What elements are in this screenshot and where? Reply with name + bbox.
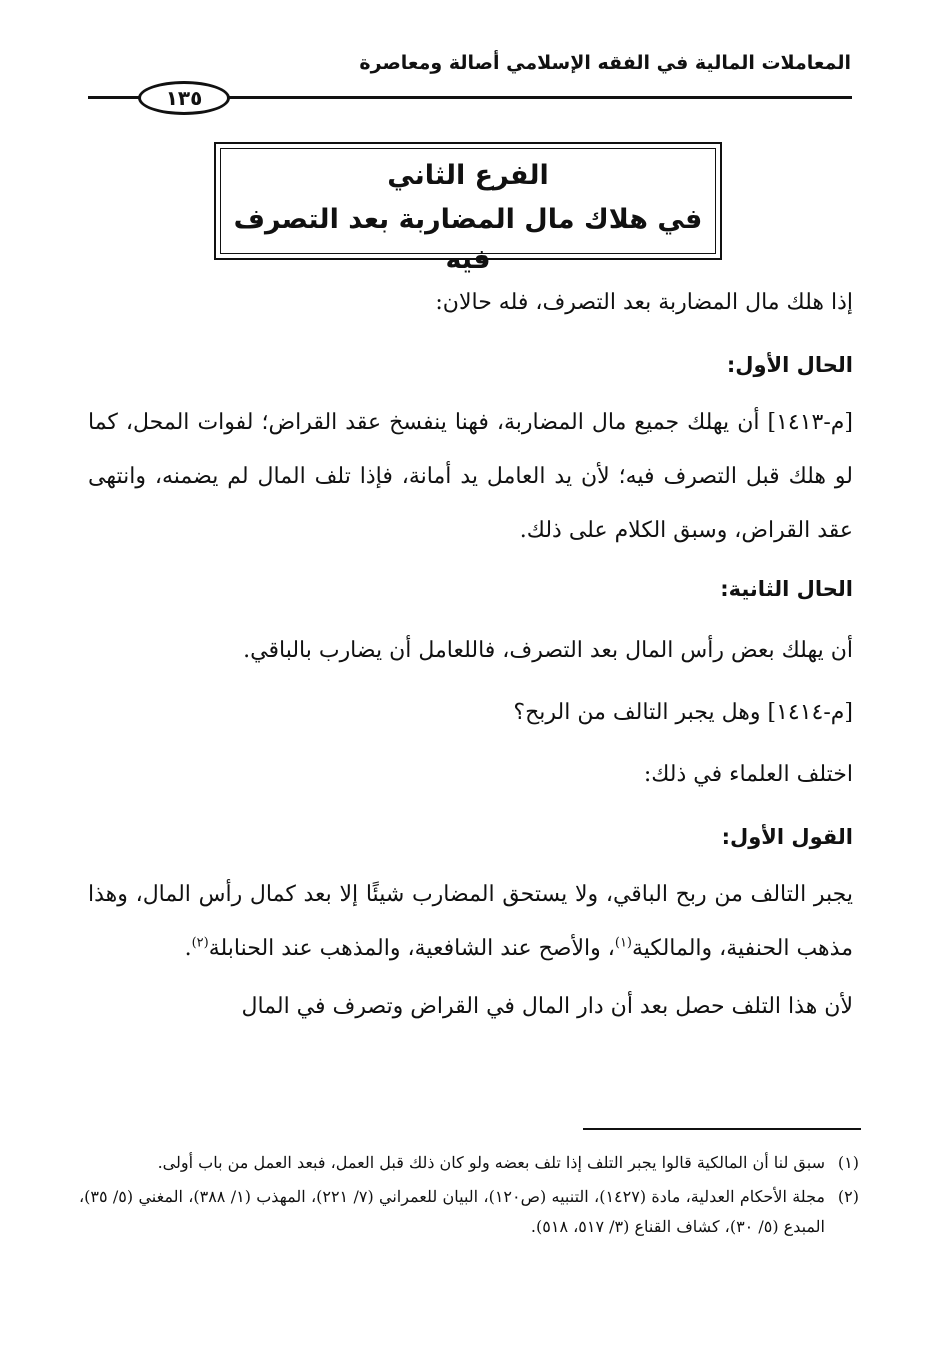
- footnote-2: [79, 1182, 859, 1242]
- section-title-line1: الفرع الثاني: [387, 160, 549, 191]
- section-title-box: [214, 142, 722, 275]
- footnote-number: (٢): [837, 1187, 859, 1206]
- case2-heading: الحال الثانية:: [720, 577, 853, 601]
- case1-paragraph: [م-١٤١٣] أن يهلك جميع مال المضاربة، فهنا ينفسخ عقد القراض؛ لفوات المحل، كما لو هلك قبل التصرف فيه؛ لأن يد العامل يد أمانة، فإذا تلف المال لم يضمنه، وانتهى عقد القراض، وسبق الكلام على ذلك.: [88, 410, 853, 543]
- opinion1-text-c: .: [184, 936, 192, 961]
- running-header: المعاملات المالية في الفقه الإسلامي أصالة ومعاصرة: [359, 52, 851, 74]
- body-text: [88, 272, 853, 1038]
- page-number: ١٣٥: [138, 81, 230, 115]
- footnotes: [79, 1148, 859, 1246]
- footnote-rule: [583, 1128, 861, 1130]
- footnote-text: مجلة الأحكام العدلية، مادة (١٤٢٧)، التنبيه (ص١٢٠)، البيان للعمراني (٧/ ٢٢١)، المهذب (١/ ٣٨٨)، المغني (٥/ ٣٥)، المبدع (٥/ ٣٠)، كشاف القناع (٣/ ٥١٧، ٥١٨).: [79, 1187, 825, 1236]
- opinion1-paragraph: [88, 868, 853, 976]
- footnote-ref-2[interactable]: (٢): [191, 935, 209, 951]
- section-title-line2: في هلاك مال المضاربة بعد التصرف فيه: [233, 204, 703, 275]
- footnote-number: (١): [837, 1153, 859, 1172]
- case2-paragraph: أن يهلك بعض رأس المال بعد التصرف، فاللعامل أن يضارب بالباقي.: [243, 638, 853, 663]
- intro-paragraph: إذا هلك مال المضاربة بعد التصرف، فله حالان:: [435, 290, 853, 315]
- question-paragraph: [م-١٤١٤] وهل يجبر التالف من الربح؟: [513, 700, 853, 725]
- footnote-ref-1[interactable]: (١): [614, 935, 632, 951]
- opinion1-heading: القول الأول:: [721, 825, 853, 849]
- footnote-1: [79, 1148, 859, 1178]
- reason-paragraph: لأن هذا التلف حصل بعد أن دار المال في القراض وتصرف في المال: [241, 994, 853, 1019]
- opinion1-text-b: ، والأصح عند الشافعية، والمذهب عند الحنابلة: [208, 936, 615, 961]
- footnote-text: سبق لنا أن المالكية قالوا يجبر التلف إذا تلف بعضه ولو كان ذلك قبل العمل، فبعد العمل من باب أولى.: [157, 1153, 825, 1172]
- disagreement-paragraph: اختلف العلماء في ذلك:: [643, 762, 853, 787]
- opinion1-text-a: يجبر التالف من ربح الباقي، ولا يستحق المضارب شيئًا إلا بعد كمال رأس المال، وهذا مذهب الحنفية، والمالكية: [88, 882, 853, 961]
- case1-heading: الحال الأول:: [726, 353, 853, 377]
